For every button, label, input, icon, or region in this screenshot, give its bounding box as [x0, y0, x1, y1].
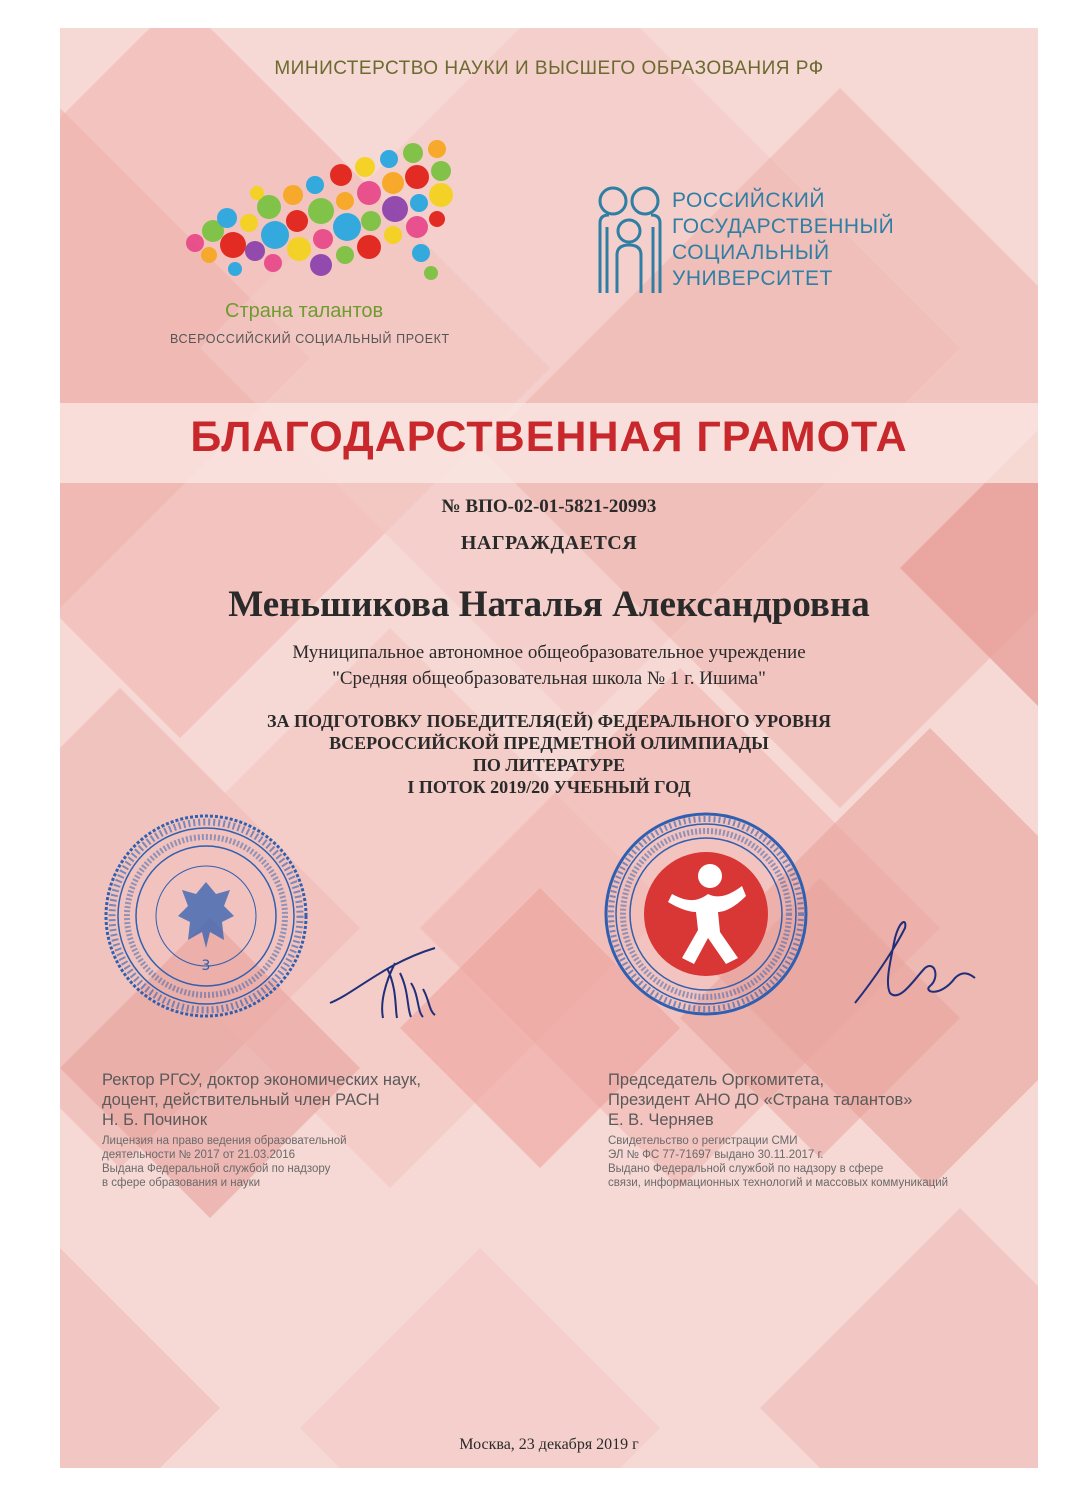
- license-line: деятельности № 2017 от 21.03.2016: [102, 1149, 296, 1161]
- ministry-heading: МИНИСТЕРСТВО НАУКИ И ВЫСШЕГО ОБРАЗОВАНИЯ РФ: [274, 58, 824, 79]
- university-seal-icon: [100, 810, 312, 1022]
- award-reason: [60, 710, 1038, 798]
- reason-line: ПО ЛИТЕРАТУРЕ: [472, 755, 626, 775]
- russia-map-bubbles-icon: [165, 123, 465, 313]
- issue-date: Москва, 23 декабря 2019 г: [459, 1436, 639, 1453]
- reason-line: I ПОТОК 2019/20 УЧЕБНЫЙ ГОД: [407, 777, 691, 797]
- seal-number: 3: [201, 958, 211, 974]
- university-name: [672, 188, 972, 292]
- reason-line: ВСЕРОССИЙСКОЙ ПРЕДМЕТНОЙ ОЛИМПИАДЫ: [329, 733, 769, 753]
- license-line: в сфере образования и науки: [102, 1177, 261, 1189]
- university-name-line: ГОСУДАРСТВЕННЫЙ: [672, 215, 895, 238]
- registration-line: Свидетельство о регистрации СМИ: [608, 1135, 798, 1147]
- registration-line: Выдано Федеральной службой по надзору в сфере: [608, 1163, 884, 1175]
- signatory-line: Председатель Оргкомитета,: [608, 1071, 825, 1089]
- organization-seal-icon: [600, 808, 812, 1020]
- certificate-title: БЛАГОДАРСТВЕННАЯ ГРАМОТА: [190, 413, 908, 461]
- university-name-line: РОССИЙСКИЙ: [672, 189, 825, 212]
- recipient-name: Меньшикова Наталья Александровна: [228, 584, 870, 625]
- organization-line: "Средняя общеобразовательная школа № 1 г. Ишима": [332, 668, 766, 689]
- license-line: Лицензия на право ведения образовательной: [102, 1135, 347, 1147]
- brand-name: Страна талантов: [225, 300, 384, 322]
- license-info: [102, 1134, 502, 1190]
- university-name-line: УНИВЕРСИТЕТ: [672, 267, 833, 290]
- registration-line: связи, информационных технологий и массовых коммуникаций: [608, 1177, 949, 1189]
- signatory-line: Президент АНО ДО «Страна талантов»: [608, 1091, 913, 1109]
- license-line: Выдана Федеральной службой по надзору: [102, 1163, 331, 1175]
- reason-line: ЗА ПОДГОТОВКУ ПОБЕДИТЕЛЯ(ЕЙ) ФЕДЕРАЛЬНОГО УРОВНЯ: [266, 711, 832, 731]
- certificate-number: № ВПО-02-01-5821-20993: [441, 496, 657, 517]
- signatory-line: Ректор РГСУ, доктор экономических наук,: [102, 1071, 422, 1089]
- awarded-label: НАГРАЖДАЕТСЯ: [460, 532, 638, 554]
- registration-line: ЭЛ № ФС 77-71697 выдано 30.11.2017 г.: [608, 1149, 824, 1161]
- president-signature-block: [608, 1070, 1028, 1130]
- president-signature: [845, 908, 985, 1018]
- brand-subtitle: ВСЕРОССИЙСКИЙ СОЦИАЛЬНЫЙ ПРОЕКТ: [170, 332, 450, 346]
- registration-info: [608, 1134, 1028, 1190]
- signatory-line: доцент, действительный член РАСН: [102, 1091, 380, 1109]
- rector-signature: [325, 933, 445, 1023]
- organization-line: Муниципальное автономное общеобразовательное учреждение: [292, 642, 806, 663]
- rector-signature-block: [102, 1070, 522, 1130]
- signatory-line: Н. Б. Починок: [102, 1111, 208, 1129]
- rgsu-people-icon: [595, 183, 665, 293]
- signatory-line: Е. В. Черняев: [608, 1111, 714, 1129]
- certificate-page: [60, 28, 1038, 1468]
- university-name-line: СОЦИАЛЬНЫЙ: [672, 241, 830, 264]
